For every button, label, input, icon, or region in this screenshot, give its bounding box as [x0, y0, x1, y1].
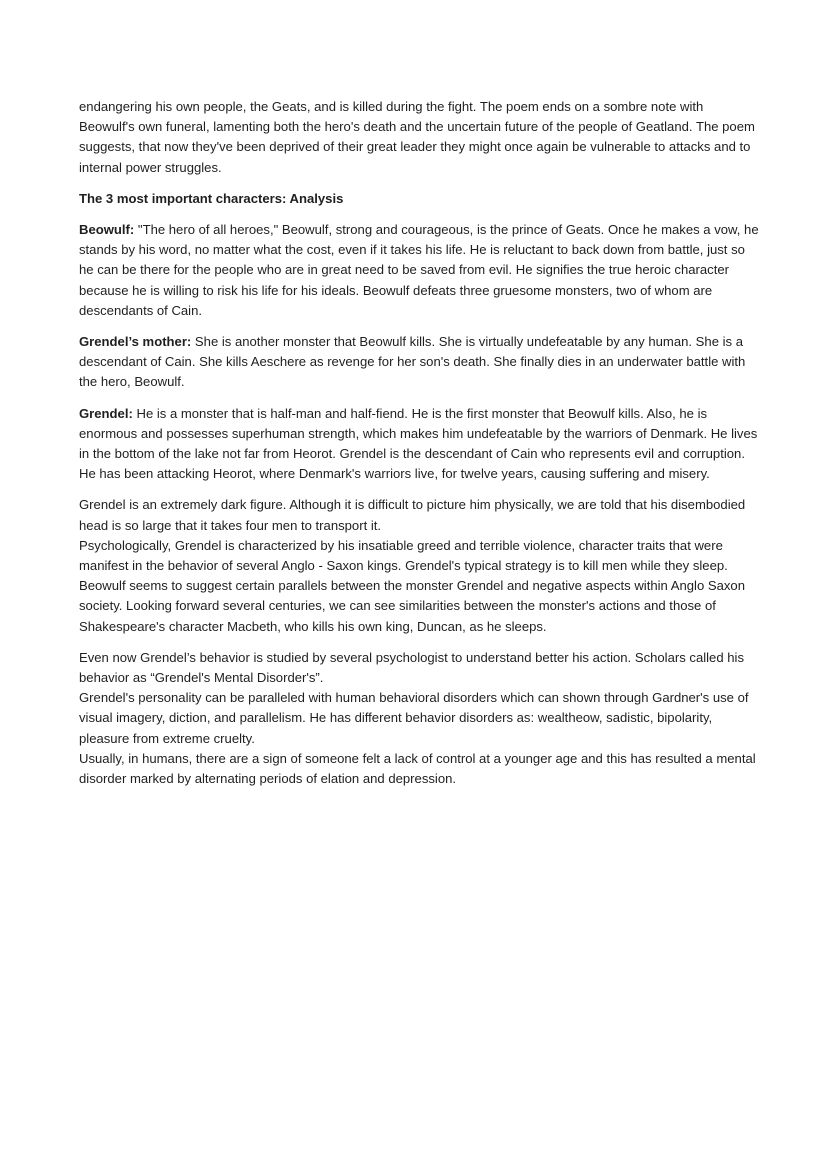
character-grendel [79, 404, 759, 485]
behavior-line: Even now Grendel’s behavior is studied by several psychologist to understand better his action. Scholars called his behavior as “Grendel's Mental Disorder's”. [79, 649, 744, 686]
character-name: Grendel: [79, 405, 133, 421]
character-description: "The hero of all heroes," Beowulf, strong and courageous, is the prince of Geats. Once he makes a vow, he stands by his word, no matter what the cost, even if it takes his life. He is reluctant to back down from battle, just so he can be there for the people who are in great need to be saved from evil. He signifies the true heroic character because he is willing to risk his life for his ideals. Beowulf defeats three gruesome monsters, two of whom are descendants of Cain. [79, 222, 759, 318]
document-body [79, 97, 759, 800]
character-grendels-mother [79, 332, 759, 393]
section-heading: The 3 most important characters: Analysis [79, 190, 344, 206]
character-description: She is another monster that Beowulf kills. She is virtually undefeatable by any human. She is a descendant of Cain. She kills Aeschere as revenge for her son's death. She finally dies in an underwater battle with the hero, Beowulf. [79, 334, 746, 390]
behavior-paragraph [79, 648, 759, 789]
intro-paragraph: endangering his own people, the Geats, and is killed during the fight. The poem ends on a sombre note with Beowulf's own funeral, lamenting both the hero's death and the uncertain future of the people of Geatland. The poem suggests, that now they've been deprived of their great leader they might once again be vulnerable to attacks and to internal power struggles. [79, 99, 755, 175]
character-description: He is a monster that is half-man and half-fiend. He is the first monster that Beowulf kills. Also, he is enormous and possesses superhuman strength, which makes him undefeatable by the warriors of Denmark. He lives in the bottom of the lake not far from Heorot. Grendel is the descendant of Cain who represents evil and corruption. He has been attacking Heorot, where Denmark's warriors live, for twelve years, causing suffering and misery. [79, 405, 758, 482]
behavior-line: Grendel's personality can be paralleled with human behavioral disorders which can shown through Gardner's use of visual imagery, diction, and parallelism. He has different behavior disorders as: wealtheow, sadistic, bipolarity, pleasure from extreme cruelty. [79, 690, 749, 746]
character-name: Grendel’s mother: [79, 334, 192, 350]
grendel-analysis-line: Psychologically, Grendel is characterized by his insatiable greed and terrible violence, character traits that were manifest in the behavior of several Anglo - Saxon kings. Grendel's typical strategy is to kill men while they sleep. Beowulf seems to suggest certain parallels between the monster Grendel and negative aspects within Anglo Saxon society. Looking forward several centuries, we can see similarities between the monster's actions and those of Shakespeare's character Macbeth, who kills his own king, Duncan, as he sleeps. [79, 537, 745, 634]
character-beowulf [79, 220, 759, 321]
behavior-line: Usually, in humans, there are a sign of someone felt a lack of control at a younger age and this has resulted a mental disorder marked by alternating periods of elation and depression. [79, 750, 756, 787]
character-name: Beowulf: [79, 222, 135, 238]
grendel-analysis-line: Grendel is an extremely dark figure. Although it is difficult to picture him physically, we are told that his disembodied head is so large that it takes four men to transport it. [79, 497, 746, 533]
grendel-analysis-paragraph [79, 495, 759, 636]
